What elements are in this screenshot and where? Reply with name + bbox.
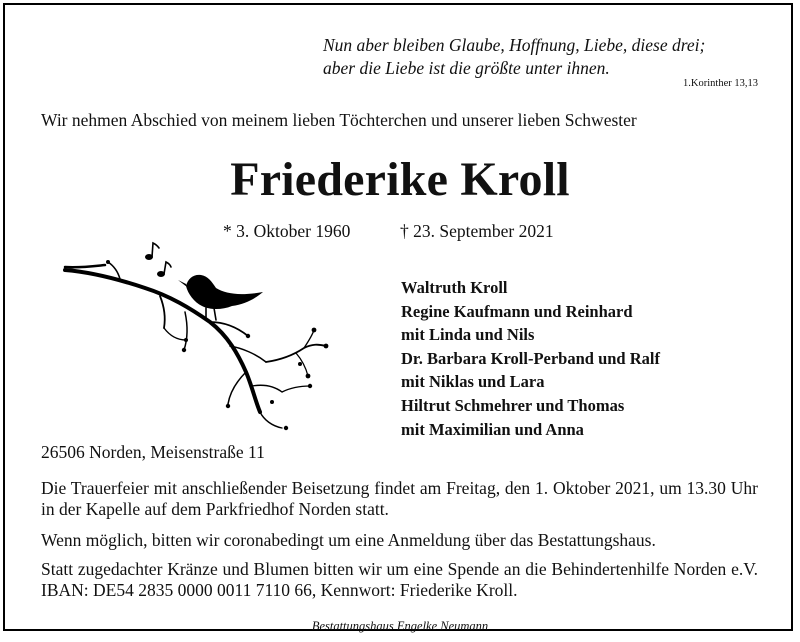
bible-quote xyxy=(323,34,705,80)
deceased-name: Friederike Kroll xyxy=(230,153,570,206)
family-member: mit Maximilian und Anna xyxy=(401,419,584,439)
quote-line-1: Nun aber bleiben Glaube, Hoffnung, Liebe, diese drei; xyxy=(323,35,706,55)
funeral-home-name: Bestattungshaus Engelke Neumann xyxy=(311,619,489,633)
registration-info: Wenn möglich, bitten wir coronabedingt um eine Anmeldung über das Bestattungshaus. xyxy=(41,530,656,550)
bird-on-branch-icon xyxy=(60,236,332,432)
family-member: Regine Kaufmann und Reinhard xyxy=(401,301,633,321)
family-list xyxy=(401,276,660,441)
family-member: mit Linda und Nils xyxy=(401,325,535,345)
family-member: Hiltrut Schmehrer und Thomas xyxy=(401,395,625,415)
family-member: Dr. Barbara Kroll-Perband und Ralf xyxy=(401,348,660,368)
death-date: † 23. September 2021 xyxy=(400,221,554,241)
donation-info: Statt zugedachter Kränze und Blumen bitten wir um eine Spende an die Behindertenhilfe Norden e.V. IBAN: DE54 2835 0000 0011 7110 66, Kennwort: Friederike Kroll. xyxy=(41,559,758,600)
quote-reference: 1.Korinther 13,13 xyxy=(683,78,758,89)
intro-text: Wir nehmen Abschied von meinem lieben Töchterchen und unserer lieben Schwester xyxy=(41,110,637,130)
address: 26506 Norden, Meisenstraße 11 xyxy=(41,442,265,462)
birth-date: * 3. Oktober 1960 xyxy=(223,221,351,241)
family-member: mit Niklas und Lara xyxy=(401,372,545,392)
quote-line-2: aber die Liebe ist die größte unter ihnen. xyxy=(323,58,610,78)
family-member: Waltruth Kroll xyxy=(401,278,508,297)
funeral-info: Die Trauerfeier mit anschließender Beisetzung findet am Freitag, den 1. Oktober 2021, um 13.30 Uhr in der Kapelle auf dem Parkfriedhof Norden statt. xyxy=(41,478,758,519)
music-note-icon xyxy=(145,243,171,277)
